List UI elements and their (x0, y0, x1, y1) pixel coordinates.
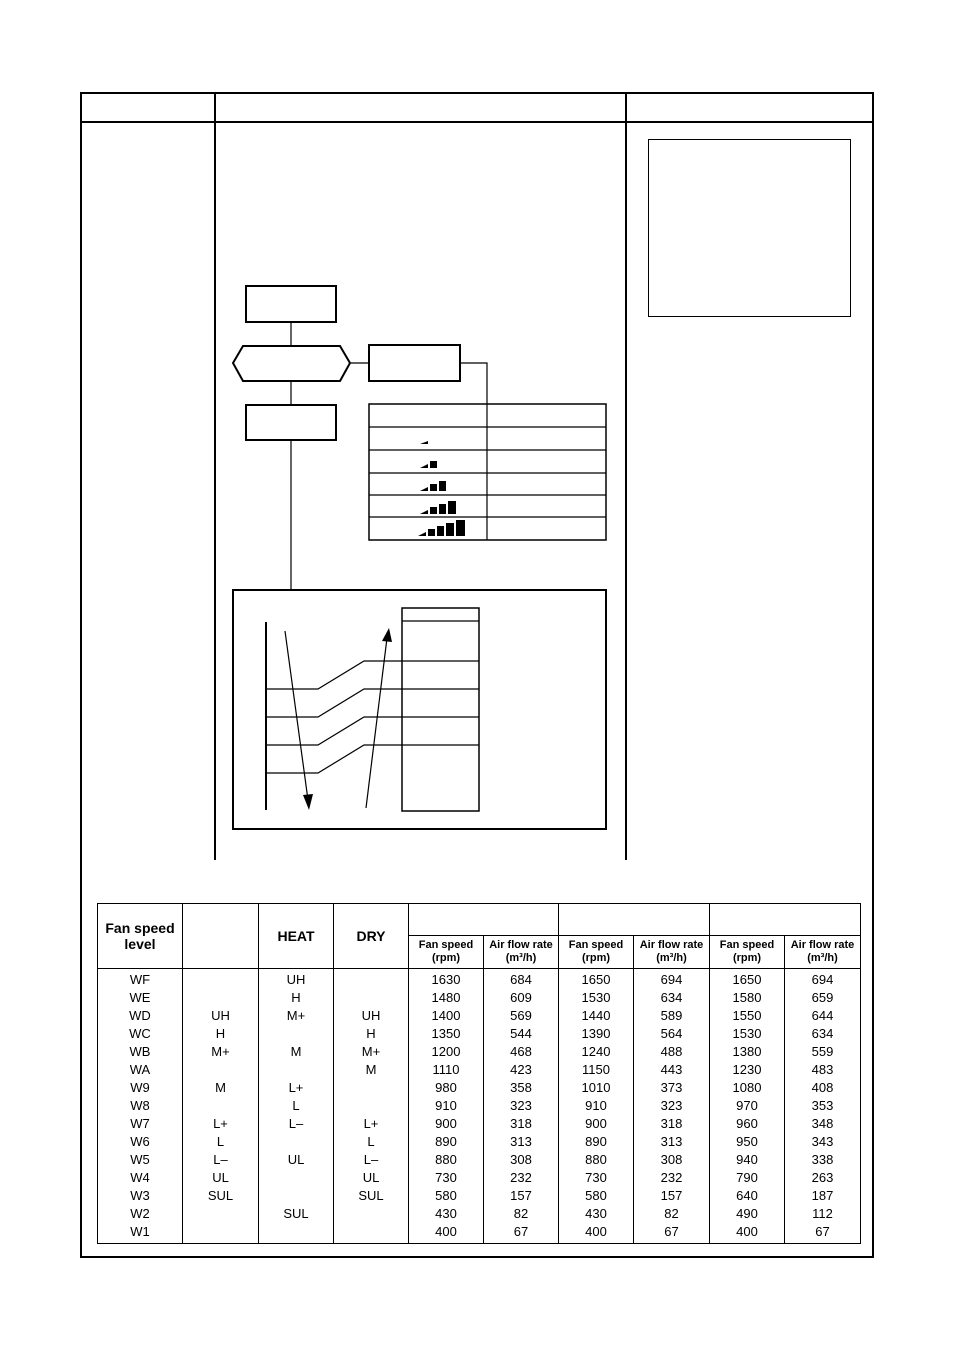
table-cell: 790 (710, 1169, 785, 1187)
table-cell: 970 (710, 1097, 785, 1115)
header-fan-speed-rpm: Fan speed (rpm) (409, 936, 484, 969)
table-cell: W2 (98, 1205, 183, 1223)
table-cell (334, 969, 409, 990)
table-cell: 640 (710, 1187, 785, 1205)
table-row (98, 1169, 861, 1187)
table-cell (259, 1223, 334, 1244)
table-cell: 634 (634, 989, 710, 1007)
table-cell: 313 (634, 1133, 710, 1151)
flow-decision-hexagon (233, 346, 350, 381)
table-cell: M (334, 1061, 409, 1079)
table-cell: 343 (785, 1133, 861, 1151)
table-cell: L– (183, 1151, 259, 1169)
table-row (98, 1205, 861, 1223)
table-cell: 358 (484, 1079, 559, 1097)
table-cell (183, 989, 259, 1007)
table-cell: 1550 (710, 1007, 785, 1025)
table-cell: 910 (409, 1097, 484, 1115)
table-cell: M+ (259, 1007, 334, 1025)
table-cell: 730 (409, 1169, 484, 1187)
table-cell: 1630 (409, 969, 484, 990)
table-cell: L (183, 1133, 259, 1151)
table-cell: 1480 (409, 989, 484, 1007)
table-cell: 400 (710, 1223, 785, 1244)
table-cell: W5 (98, 1151, 183, 1169)
table-cell: 400 (559, 1223, 634, 1244)
table-cell: 880 (409, 1151, 484, 1169)
header-heat: HEAT (259, 904, 334, 969)
fan-indicator-legend (369, 404, 606, 540)
table-row (98, 969, 861, 990)
table-cell: 82 (634, 1205, 710, 1223)
table-row (98, 1151, 861, 1169)
header-blank-mode (183, 904, 259, 969)
table-cell: 659 (785, 989, 861, 1007)
header-air-flow-rate: Air flow rate (m³/h) (785, 936, 861, 969)
table-cell: SUL (334, 1187, 409, 1205)
table-row (98, 1025, 861, 1043)
table-cell: WF (98, 969, 183, 990)
table-cell: 348 (785, 1115, 861, 1133)
table-cell: 1580 (710, 989, 785, 1007)
speed-transition-diagram (233, 590, 606, 829)
table-cell: 67 (484, 1223, 559, 1244)
table-cell: 1440 (559, 1007, 634, 1025)
table-cell: M (183, 1079, 259, 1097)
table-cell: 488 (634, 1043, 710, 1061)
table-cell (183, 1097, 259, 1115)
table-cell (334, 1205, 409, 1223)
table-cell: 338 (785, 1151, 861, 1169)
table-cell: 940 (710, 1151, 785, 1169)
table-cell: 684 (484, 969, 559, 990)
table-cell: 430 (409, 1205, 484, 1223)
table-cell: 589 (634, 1007, 710, 1025)
table-cell: 580 (409, 1187, 484, 1205)
header-group-1 (409, 904, 559, 936)
table-cell: WE (98, 989, 183, 1007)
table-cell: 1240 (559, 1043, 634, 1061)
header-fan-speed-rpm: Fan speed (rpm) (710, 936, 785, 969)
header-air-flow-rate: Air flow rate (m³/h) (634, 936, 710, 969)
table-cell: UL (183, 1169, 259, 1187)
table-cell: 232 (484, 1169, 559, 1187)
table-cell: 308 (634, 1151, 710, 1169)
table-cell: 408 (785, 1079, 861, 1097)
table-cell: 694 (785, 969, 861, 990)
table-row (98, 1043, 861, 1061)
header-dry: DRY (334, 904, 409, 969)
table-cell: L (259, 1097, 334, 1115)
table-cell: 187 (785, 1187, 861, 1205)
table-cell: WA (98, 1061, 183, 1079)
table-cell: W1 (98, 1223, 183, 1244)
table-cell: 323 (484, 1097, 559, 1115)
table-cell: 694 (634, 969, 710, 990)
table-row (98, 1133, 861, 1151)
table-cell (334, 1223, 409, 1244)
table-cell: W8 (98, 1097, 183, 1115)
table-cell: 980 (409, 1079, 484, 1097)
table-cell: 157 (634, 1187, 710, 1205)
table-cell: 1110 (409, 1061, 484, 1079)
table-cell: 569 (484, 1007, 559, 1025)
table-cell: 323 (634, 1097, 710, 1115)
table-cell: L+ (334, 1115, 409, 1133)
table-row (98, 1187, 861, 1205)
table-cell: UL (334, 1169, 409, 1187)
table-cell: W7 (98, 1115, 183, 1133)
table-cell: 67 (634, 1223, 710, 1244)
table-cell (334, 1079, 409, 1097)
table-cell: 1350 (409, 1025, 484, 1043)
table-cell: 1650 (559, 969, 634, 990)
table-cell: UH (183, 1007, 259, 1025)
table-cell (259, 1133, 334, 1151)
table-cell: 580 (559, 1187, 634, 1205)
table-cell: 609 (484, 989, 559, 1007)
table-cell: 112 (785, 1205, 861, 1223)
table-cell: 468 (484, 1043, 559, 1061)
table-cell: WD (98, 1007, 183, 1025)
table-cell: M+ (183, 1043, 259, 1061)
table-cell: 1200 (409, 1043, 484, 1061)
flow-process-box (246, 405, 336, 440)
table-cell: 67 (785, 1223, 861, 1244)
table-cell: H (334, 1025, 409, 1043)
table-cell: 490 (710, 1205, 785, 1223)
table-cell: 318 (484, 1115, 559, 1133)
table-cell: 544 (484, 1025, 559, 1043)
table-cell: 1230 (710, 1061, 785, 1079)
table-cell: M+ (334, 1043, 409, 1061)
table-cell: 1400 (409, 1007, 484, 1025)
table-cell: W4 (98, 1169, 183, 1187)
table-cell: H (183, 1025, 259, 1043)
table-row (98, 989, 861, 1007)
table-row (98, 1115, 861, 1133)
table-cell: 890 (409, 1133, 484, 1151)
table-cell: 263 (785, 1169, 861, 1187)
table-cell: SUL (259, 1205, 334, 1223)
table-cell: 157 (484, 1187, 559, 1205)
fan-table-body (98, 969, 861, 1244)
table-cell: 634 (785, 1025, 861, 1043)
table-cell: 900 (559, 1115, 634, 1133)
table-cell (259, 1025, 334, 1043)
header-group-2 (559, 904, 710, 936)
table-cell: W3 (98, 1187, 183, 1205)
table-cell: 1150 (559, 1061, 634, 1079)
table-cell: 900 (409, 1115, 484, 1133)
table-cell: 400 (409, 1223, 484, 1244)
table-cell (334, 1097, 409, 1115)
table-cell: 1650 (710, 969, 785, 990)
table-cell: WB (98, 1043, 183, 1061)
table-row (98, 1079, 861, 1097)
table-cell: H (259, 989, 334, 1007)
table-cell: 960 (710, 1115, 785, 1133)
table-cell: 1080 (710, 1079, 785, 1097)
header-group-3 (710, 904, 861, 936)
table-cell (183, 1061, 259, 1079)
table-cell (334, 989, 409, 1007)
table-cell (259, 1061, 334, 1079)
table-cell: 910 (559, 1097, 634, 1115)
table-cell: M (259, 1043, 334, 1061)
table-cell: 880 (559, 1151, 634, 1169)
table-cell (259, 1187, 334, 1205)
table-cell: 1380 (710, 1043, 785, 1061)
table-cell: L+ (259, 1079, 334, 1097)
table-cell: L– (259, 1115, 334, 1133)
table-cell (183, 1205, 259, 1223)
flow-start-box (246, 286, 336, 322)
table-row (98, 1223, 861, 1244)
table-cell: 559 (785, 1043, 861, 1061)
table-cell: 443 (634, 1061, 710, 1079)
table-cell: UH (259, 969, 334, 990)
flow-side-box (369, 345, 460, 381)
header-fan-speed-rpm: Fan speed (rpm) (559, 936, 634, 969)
fan-speed-table (97, 903, 861, 1244)
table-cell: 373 (634, 1079, 710, 1097)
table-cell: WC (98, 1025, 183, 1043)
table-cell (183, 1223, 259, 1244)
table-cell: 1010 (559, 1079, 634, 1097)
table-cell: 1530 (559, 989, 634, 1007)
table-cell: 1390 (559, 1025, 634, 1043)
table-row (98, 1007, 861, 1025)
table-cell: 308 (484, 1151, 559, 1169)
table-cell: 1530 (710, 1025, 785, 1043)
table-cell: 483 (785, 1061, 861, 1079)
table-cell: SUL (183, 1187, 259, 1205)
table-cell: 430 (559, 1205, 634, 1223)
header-air-flow-rate: Air flow rate (m³/h) (484, 936, 559, 969)
flow-connector-legend (460, 363, 487, 404)
table-cell: 564 (634, 1025, 710, 1043)
table-cell: L (334, 1133, 409, 1151)
table-cell: 82 (484, 1205, 559, 1223)
table-cell: 318 (634, 1115, 710, 1133)
table-row (98, 1061, 861, 1079)
table-cell: 890 (559, 1133, 634, 1151)
table-cell: 644 (785, 1007, 861, 1025)
table-cell: 423 (484, 1061, 559, 1079)
table-cell: 313 (484, 1133, 559, 1151)
table-cell: 232 (634, 1169, 710, 1187)
table-cell: 730 (559, 1169, 634, 1187)
table-cell: L+ (183, 1115, 259, 1133)
table-cell (183, 969, 259, 990)
table-cell: 353 (785, 1097, 861, 1115)
table-cell: W6 (98, 1133, 183, 1151)
table-cell: L– (334, 1151, 409, 1169)
header-fan-speed-level: Fan speed level (98, 904, 183, 969)
table-cell (259, 1169, 334, 1187)
table-cell: UH (334, 1007, 409, 1025)
table-cell: W9 (98, 1079, 183, 1097)
table-row (98, 1097, 861, 1115)
table-cell: 950 (710, 1133, 785, 1151)
table-cell: UL (259, 1151, 334, 1169)
